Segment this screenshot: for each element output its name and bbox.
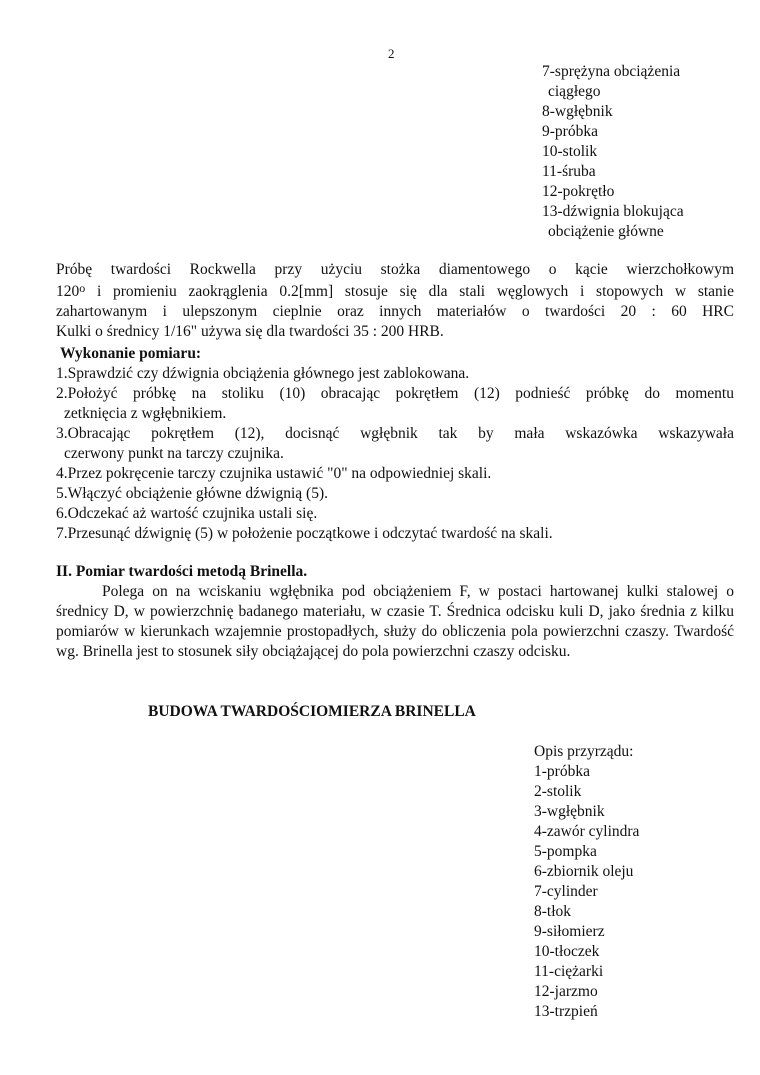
legend-item: 8-wgłębnik	[542, 103, 613, 120]
intro-line-rest: i promieniu zaokrąglenia 0.2[mm] stosuje się dla stali węglowych i stopowych w stanie	[85, 283, 734, 300]
legend-item: 3-wgłębnik	[534, 803, 605, 820]
legend-item: 5-pompka	[534, 843, 597, 860]
legend-item: 9-siłomierz	[534, 923, 605, 940]
procedure-step	[56, 384, 734, 404]
procedure-step	[56, 464, 734, 484]
legend-item: obciążenie główne	[548, 223, 664, 240]
degree-sign: o	[79, 281, 86, 295]
step-text: Odczekać aż wartość czujnika ustali się.	[67, 505, 318, 522]
page-number: 2	[388, 46, 395, 61]
legend-item: 8-tłok	[534, 903, 572, 920]
legend-item: 13-dźwignia blokująca	[542, 203, 684, 220]
step-text: Sprawdzić czy dźwignia obciążenia głównego jest zablokowana.	[67, 365, 470, 382]
legend-title: Opis przyrządu:	[534, 743, 634, 760]
rockwell-legend	[542, 62, 752, 242]
brinell-paragraph-text: Polega on na wciskaniu wgłębnika pod obciążeniem F, w postaci hartowanej kulki stalowej o średnicy D, w powierzchnię badanego materiału, w czasie T. Średnica odcisku kuli D, jako średnia z kilku pomiarów w kierunkach wzajemnie prostopadłych, służy do obliczenia pola powierzchni czaszy. Twardość wg. Brinella jest to stosunek siły obciążającej do pola powierzchni czaszy odcisku.	[56, 583, 734, 660]
rockwell-intro-paragraph	[56, 260, 734, 342]
legend-item: 13-trzpień	[534, 1003, 598, 1020]
step-continuation: czerwony punkt na tarczy czujnika.	[64, 445, 284, 462]
legend-item: 12-jarzmo	[534, 983, 598, 1000]
legend-item: 9-próbka	[542, 123, 598, 140]
legend-item: 10-stolik	[542, 143, 598, 160]
procedure-section	[56, 344, 734, 544]
step-number: 5.	[56, 485, 68, 502]
brinell-section	[56, 562, 734, 662]
step-number: 6.	[56, 505, 68, 522]
step-number: 7.	[56, 525, 68, 542]
legend-item: 7-sprężyna obciążenia	[542, 63, 681, 80]
brinell-legend	[534, 742, 744, 1022]
intro-line	[56, 280, 734, 302]
legend-item: 6-zbiornik oleju	[534, 863, 634, 880]
step-text: Obracając pokrętłem (12), docisnąć wgłębnik tak by mała wskazówka wskazywała	[67, 425, 734, 442]
step-number: 2.	[56, 385, 68, 402]
brinell-device-title: BUDOWA TWARDOŚCIOMIERZA BRINELLA	[148, 703, 476, 720]
procedure-step	[56, 524, 734, 544]
intro-line: Próbę twardości Rockwella przy użyciu stożka diamentowego o kącie wierzchołkowym	[56, 261, 734, 278]
step-text: Włączyć obciążenie główne dźwignią (5).	[67, 485, 328, 502]
section-heading: II. Pomiar twardości metodą Brinella.	[56, 563, 308, 580]
legend-item: 1-próbka	[534, 763, 590, 780]
procedure-step	[56, 424, 734, 444]
legend-item: 2-stolik	[534, 783, 582, 800]
intro-line: Kulki o średnicy 1/16" używa się dla twardości 35 : 200 HRB.	[56, 323, 444, 340]
legend-item: ciągłego	[548, 83, 601, 100]
legend-item: 4-zawór cylindra	[534, 823, 640, 840]
legend-item: 11-śruba	[542, 163, 596, 180]
intro-line: zahartowanym i ulepszonym cieplnie oraz innych materiałów o twardości 20 : 60 HRC	[56, 303, 734, 320]
step-text: Przez pokręcenie tarczy czujnika ustawić "0" na odpowiedniej skali.	[67, 465, 492, 482]
procedure-step	[56, 504, 734, 524]
procedure-step	[56, 484, 734, 504]
step-number: 3.	[56, 425, 68, 442]
step-text: Przesunąć dźwignię (5) w położenie początkowe i odczytać twardość na skali.	[67, 525, 553, 542]
legend-item: 11-ciężarki	[534, 963, 604, 980]
legend-item: 10-tłoczek	[534, 943, 600, 960]
step-continuation: zetknięcia z wgłębnikiem.	[64, 405, 227, 422]
step-number: 4.	[56, 465, 68, 482]
legend-item: 12-pokrętło	[542, 183, 615, 200]
brinell-paragraph	[56, 582, 734, 662]
legend-item: 7-cylinder	[534, 883, 598, 900]
procedure-heading: Wykonanie pomiaru:	[60, 345, 202, 362]
step-text: Położyć próbkę na stoliku (10) obracając pokrętłem (12) podnieść próbkę do momentu	[67, 385, 734, 402]
procedure-step	[56, 364, 734, 384]
step-number: 1.	[56, 365, 68, 382]
angle-value: 120	[56, 283, 80, 300]
